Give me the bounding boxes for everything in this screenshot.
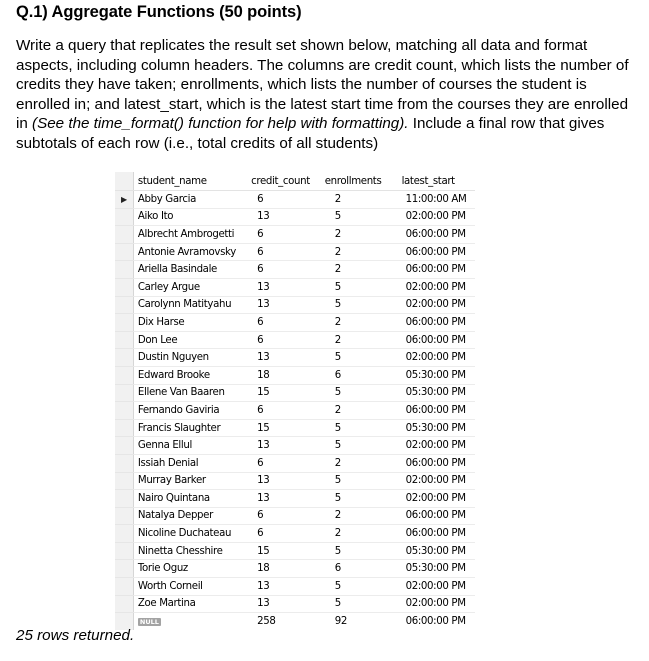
cell-student-name[interactable]: Nairo Quintana [133,490,247,508]
cell-enrollments[interactable]: 2 [323,191,394,209]
cell-enrollments[interactable]: 2 [323,402,394,420]
cell-total-latest-start[interactable]: 06:00:00 PM [405,616,466,628]
cell-enrollments[interactable]: 5 [323,472,394,490]
row-indicator [115,542,133,560]
table-row[interactable] [115,595,475,613]
row-indicator [115,226,133,244]
cell-student-name[interactable]: Don Lee [133,331,247,349]
cell-enrollments[interactable]: 2 [323,314,394,332]
cell-student-name[interactable]: Natalya Depper [133,507,247,525]
row-indicator [115,208,133,226]
cell-credit-count[interactable]: 13 [247,349,323,367]
cell-enrollments[interactable]: 5 [323,542,394,560]
question-text-part-2: Include a final row that gives subtotals of each row (i.e., total credits of all students) [16,115,605,152]
cell-latest-start[interactable]: 06:00:00 PM [394,243,475,261]
cell-latest-start[interactable]: 02:00:00 PM [394,472,475,490]
cell-credit-count[interactable]: 6 [247,191,323,209]
cell-student-name[interactable]: Murray Barker [133,472,247,490]
cell-student-name[interactable]: Zoe Martina [133,595,247,613]
cell-credit-count[interactable]: 13 [247,472,323,490]
row-indicator [115,261,133,279]
result-body [115,191,475,630]
cell-enrollments[interactable]: 2 [323,226,394,244]
cell-student-name[interactable]: Ellene Van Baaren [133,384,247,402]
table-row[interactable] [115,437,475,455]
cell-latest-start[interactable]: 11:00:00 AM [394,191,475,209]
cell-credit-count[interactable]: 6 [247,525,323,543]
table-row[interactable] [115,507,475,525]
table-row[interactable] [115,419,475,437]
cell-student-name[interactable]: Francis Slaughter [133,419,247,437]
cell-latest-start[interactable]: 02:00:00 PM [394,595,475,613]
cell-credit-count[interactable]: 13 [247,278,323,296]
column-header-credit-count[interactable]: credit_count [247,172,323,191]
row-indicator [115,243,133,261]
cell-student-name[interactable]: Abby Garcia [133,191,247,209]
row-indicator [115,525,133,543]
cell-credit-count[interactable]: 6 [247,226,323,244]
rows-returned-caption: 25 rows returned. [16,627,135,644]
cell-credit-count[interactable]: 13 [247,490,323,508]
row-indicator [115,490,133,508]
table-row[interactable] [115,472,475,490]
cell-total-credit-count[interactable]: 258 [257,616,276,628]
row-pointer-icon: ▶ [115,191,133,209]
cell-latest-start[interactable]: 06:00:00 PM [394,331,475,349]
cell-enrollments[interactable]: 6 [323,366,394,384]
result-grid [115,172,475,628]
cell-credit-count[interactable]: 18 [247,366,323,384]
cell-enrollments[interactable]: 6 [323,560,394,578]
cell-latest-start[interactable]: 06:00:00 PM [394,454,475,472]
cell-latest-start[interactable]: 02:00:00 PM [394,349,475,367]
cell-latest-start[interactable]: 05:30:00 PM [394,542,475,560]
table-row[interactable] [115,384,475,402]
cell-latest-start[interactable]: 06:00:00 PM [394,525,475,543]
row-indicator [115,437,133,455]
cell-credit-count[interactable]: 6 [247,314,323,332]
cell-student-name[interactable]: Edward Brooke [133,366,247,384]
row-indicator [115,366,133,384]
table-row[interactable] [115,349,475,367]
cell-student-name[interactable]: Ninetta Chesshire [133,542,247,560]
cell-student-name[interactable]: Ariella Basindale [133,261,247,279]
cell-enrollments[interactable]: 5 [323,278,394,296]
cell-student-name[interactable]: Fernando Gaviria [133,402,247,420]
cell-latest-start[interactable]: 02:00:00 PM [394,296,475,314]
question-text-italic-hint: (See the time_format() function for help with formatting). [32,115,409,133]
cell-student-name[interactable]: Carolynn Matityahu [133,296,247,314]
cell-credit-count[interactable]: 13 [247,437,323,455]
row-indicator [115,331,133,349]
cell-credit-count[interactable]: 15 [247,419,323,437]
table-row[interactable] [115,191,475,209]
cell-latest-start[interactable]: 05:30:00 PM [394,419,475,437]
row-indicator [115,419,133,437]
question-text-part-1: Write a query that replicates the result set shown below, matching all data and format aspects, including column headers. The columns are credit count, which lists the number of credits they have taken; enrollments, which lists the number of courses the student is enrolled in; and latest_start, which is the latest start time from the courses they are enrolled in [16,37,629,133]
cell-student-name[interactable]: Issiah Denial [133,454,247,472]
cell-latest-start[interactable]: 05:30:00 PM [394,560,475,578]
row-indicator [115,454,133,472]
cell-enrollments[interactable]: 2 [323,331,394,349]
cell-credit-count[interactable]: 13 [247,578,323,596]
cell-total-enrollments[interactable]: 92 [334,616,347,628]
cell-credit-count[interactable]: 6 [247,261,323,279]
cell-student-name[interactable]: Albrecht Ambrogetti [133,226,247,244]
null-badge: NULL [139,618,159,627]
cell-enrollments[interactable]: 5 [323,296,394,314]
row-indicator [115,578,133,596]
cell-enrollments[interactable]: 5 [323,384,394,402]
cell-student-name-null[interactable] [133,613,247,630]
cell-enrollments[interactable]: 2 [323,261,394,279]
cell-latest-start[interactable]: 02:00:00 PM [394,208,475,226]
cell-enrollments[interactable]: 2 [323,507,394,525]
cell-enrollments[interactable]: 5 [323,349,394,367]
cell-student-name[interactable]: Genna Ellul [133,437,247,455]
row-indicator [115,402,133,420]
cell-latest-start[interactable]: 02:00:00 PM [394,437,475,455]
cell-credit-count[interactable]: 15 [247,384,323,402]
cell-latest-start[interactable]: 06:00:00 PM [394,314,475,332]
table-row[interactable] [115,454,475,472]
cell-credit-count[interactable]: 6 [247,454,323,472]
table-row[interactable] [115,296,475,314]
cell-enrollments[interactable]: 5 [323,437,394,455]
table-row[interactable] [115,208,475,226]
cell-enrollments[interactable]: 2 [323,454,394,472]
table-row[interactable] [115,560,475,578]
cell-enrollments[interactable]: 5 [323,208,394,226]
table-row[interactable] [115,278,475,296]
row-indicator [115,560,133,578]
table-row[interactable] [115,243,475,261]
table-row[interactable] [115,490,475,508]
cell-latest-start[interactable]: 02:00:00 PM [394,490,475,508]
cell-enrollments[interactable]: 2 [323,525,394,543]
column-header-student-name[interactable]: student_name [133,172,247,191]
cell-credit-count[interactable]: 6 [247,507,323,525]
question-heading: Q.1) Aggregate Functions (50 points) [16,3,302,21]
cell-student-name[interactable]: Torie Oguz [133,560,247,578]
cell-enrollments[interactable]: 2 [323,243,394,261]
cell-credit-count[interactable]: 6 [247,402,323,420]
result-header-row [115,172,475,191]
table-row[interactable] [115,578,475,596]
row-indicator-header [115,172,133,191]
cell-student-name[interactable]: Dustin Nguyen [133,349,247,367]
cell-latest-start[interactable]: 06:00:00 PM [394,226,475,244]
cell-credit-count[interactable]: 18 [247,560,323,578]
row-indicator [115,278,133,296]
row-indicator [115,314,133,332]
cell-student-name[interactable]: Antonie Avramovsky [133,243,247,261]
row-indicator [115,296,133,314]
cell-enrollments[interactable]: 5 [323,419,394,437]
cell-enrollments[interactable]: 5 [323,578,394,596]
row-indicator [115,384,133,402]
cell-credit-count[interactable]: 13 [247,595,323,613]
table-row[interactable] [115,525,475,543]
cell-credit-count[interactable]: 13 [247,296,323,314]
cell-latest-start[interactable]: 05:30:00 PM [394,384,475,402]
cell-latest-start[interactable]: 02:00:00 PM [394,278,475,296]
cell-credit-count[interactable]: 13 [247,208,323,226]
cell-enrollments[interactable]: 5 [323,595,394,613]
table-row[interactable] [115,402,475,420]
row-indicator [115,595,133,613]
result-table [115,172,475,630]
table-row[interactable] [115,261,475,279]
cell-enrollments[interactable]: 5 [323,490,394,508]
table-row[interactable] [115,366,475,384]
cell-latest-start[interactable]: 02:00:00 PM [394,578,475,596]
cell-credit-count[interactable]: 6 [247,331,323,349]
column-header-latest-start[interactable]: latest_start [394,172,475,191]
total-row[interactable] [115,613,475,630]
cell-latest-start[interactable]: 06:00:00 PM [394,507,475,525]
table-row[interactable] [115,226,475,244]
row-indicator [115,349,133,367]
table-row[interactable] [115,331,475,349]
cell-credit-count[interactable]: 6 [247,243,323,261]
row-indicator [115,507,133,525]
column-header-enrollments[interactable]: enrollments [323,172,394,191]
question-text [16,36,631,154]
row-indicator [115,472,133,490]
cell-student-name[interactable]: Worth Corneil [133,578,247,596]
table-row[interactable] [115,314,475,332]
cell-student-name[interactable]: Aiko Ito [133,208,247,226]
cell-student-name[interactable]: Dix Harse [133,314,247,332]
cell-latest-start[interactable]: 06:00:00 PM [394,261,475,279]
cell-credit-count[interactable]: 15 [247,542,323,560]
table-row[interactable] [115,542,475,560]
cell-latest-start[interactable]: 06:00:00 PM [394,402,475,420]
cell-latest-start[interactable]: 05:30:00 PM [394,366,475,384]
cell-student-name[interactable]: Nicoline Duchateau [133,525,247,543]
cell-student-name[interactable]: Carley Argue [133,278,247,296]
